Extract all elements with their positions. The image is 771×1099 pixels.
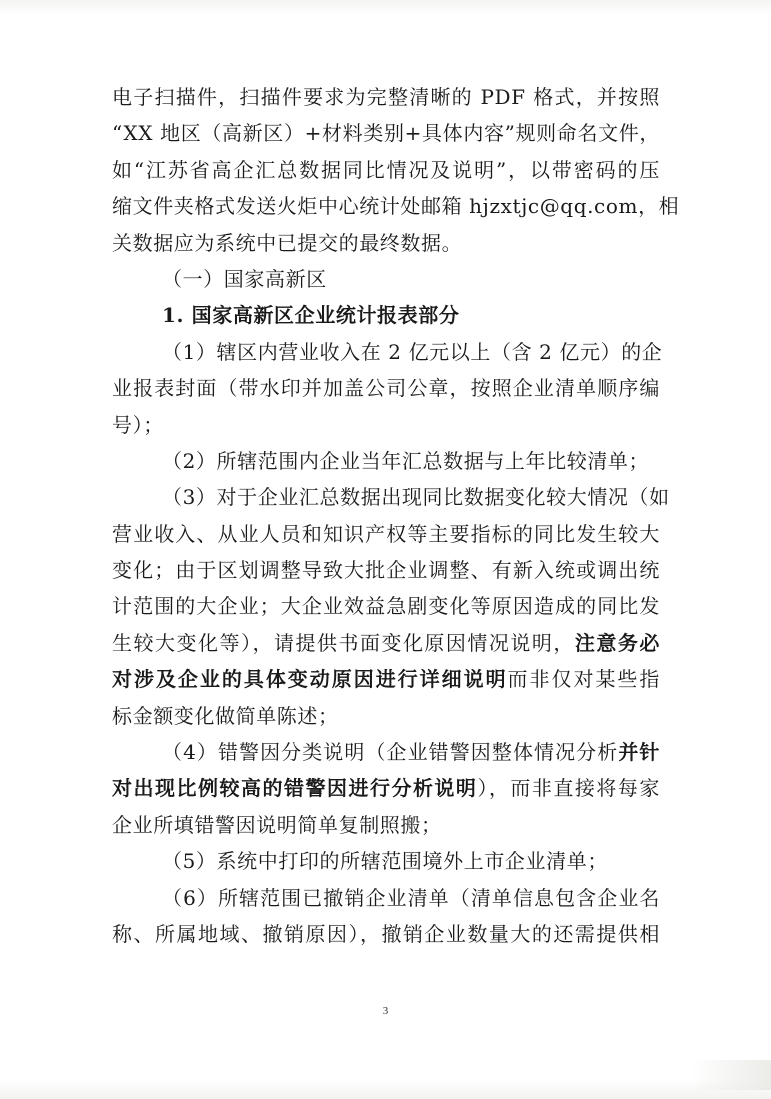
paragraph-line: 业报表封面（带水印并加盖公司公章，按照企业清单顺序编 bbox=[112, 376, 660, 401]
paragraph-line: 企业所填错警因说明简单复制照搬； bbox=[112, 812, 442, 837]
paragraph-line: “XX 地区（高新区）+材料类别+具体内容”规则命名文件， bbox=[112, 121, 660, 146]
scan-shadow bbox=[691, 1060, 771, 1090]
paragraph-line bbox=[112, 770, 660, 806]
paragraph-line bbox=[112, 661, 660, 697]
paragraph-line: （5）系统中打印的所辖范围境外上市企业清单； bbox=[162, 849, 608, 874]
emphasis-text: 对涉及企业的具体变动原因进行详细说明 bbox=[112, 667, 508, 692]
paragraph-line: 缩文件夹格式发送火炬中心统计处邮箱 hjzxtjc@qq.com，相 bbox=[112, 194, 680, 219]
paragraph-line: 计范围的大企业；大企业效益急剧变化等原因造成的同比发 bbox=[112, 594, 660, 619]
paragraph-line: 标金额变化做简单陈述； bbox=[112, 703, 339, 728]
paragraph-line bbox=[112, 625, 660, 661]
subsection-heading: 1. 国家高新区企业统计报表部分 bbox=[162, 303, 460, 328]
plain-text: 而非仅对某些指 bbox=[507, 667, 660, 692]
paragraph-line: 营业收入、从业人员和知识产权等主要指标的同比发生较大 bbox=[112, 521, 660, 546]
paragraph-line: 电子扫描件，扫描件要求为完整清晰的 PDF 格式，并按照 bbox=[112, 85, 660, 109]
paragraph-line: （1）辖区内营业收入在 2 亿元以上（含 2 亿元）的企 bbox=[162, 339, 663, 364]
plain-text: 生较大变化等），请提供书面变化原因情况说明， bbox=[112, 630, 575, 655]
emphasis-text: 对出现比例较高的错警因进行分析说明 bbox=[112, 776, 478, 801]
paragraph-line bbox=[112, 734, 660, 770]
paragraph-line: 关数据应为系统中已提交的最终数据。 bbox=[112, 230, 463, 255]
paragraph-line: 如“江苏省高企汇总数据同比情况及说明”，以带密码的压 bbox=[112, 157, 660, 182]
body-text bbox=[112, 79, 680, 952]
emphasis-text: 并针 bbox=[618, 740, 660, 765]
emphasis-text: 注意务必 bbox=[574, 630, 660, 655]
page-number: 3 bbox=[382, 1005, 389, 1017]
paragraph-line: 变化；由于区划调整导致大批企业调整、有新入统或调出统 bbox=[112, 558, 660, 583]
section-heading: （一）国家高新区 bbox=[162, 266, 327, 291]
paragraph-line: （6）所辖范围已撤销企业清单（清单信息包含企业名 bbox=[162, 885, 660, 910]
paragraph-line: （3）对于企业汇总数据出现同比数据变化较大情况（如 bbox=[162, 485, 670, 510]
plain-text: （4）错警因分类说明（企业错警因整体情况分析 bbox=[162, 740, 619, 765]
plain-text: ），而非直接将每家 bbox=[477, 776, 661, 801]
paragraph-line: （2）所辖范围内企业当年汇总数据与上年比较清单； bbox=[162, 448, 650, 473]
paragraph-line: 称、所属地域、撤销原因），撤销企业数量大的还需提供相 bbox=[112, 921, 660, 946]
paragraph-line: 号）； bbox=[112, 412, 164, 437]
